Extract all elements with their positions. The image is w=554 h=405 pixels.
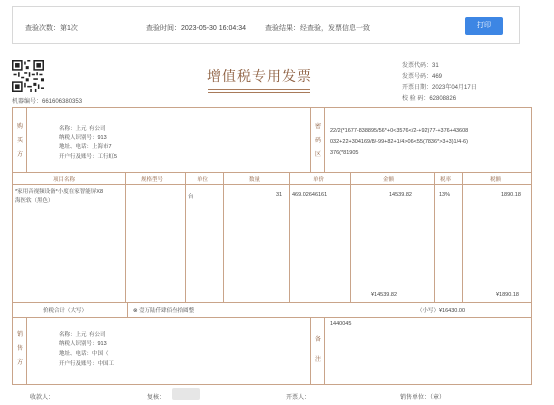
password-line-3: 376(*81905 <box>330 150 359 156</box>
password-line-2: 032+22+304169/8/-99+82+1/4>06<55(7836*>3+3)1/4-6) <box>330 139 468 145</box>
print-button[interactable]: 打印 <box>465 17 503 35</box>
invoice-title: 增值税专用发票 <box>207 69 312 85</box>
payee-label: 收款人： <box>30 395 55 401</box>
seller-bank: 开户行及账号：中国工 <box>59 361 115 367</box>
total-in-words: ⊗ 壹万陆仟肆佰叁拾圆整 <box>133 308 195 314</box>
item-tax-rate: 13% <box>439 192 451 198</box>
buyer-name: 名称：上元 <box>59 126 87 132</box>
remarks-text: 1440045 <box>330 321 352 327</box>
item-name-line2: 海医软（黑色） <box>15 198 54 204</box>
seller-tax-id: 纳税人识别号：913 <box>59 341 107 347</box>
check-count: 查验次数：第1次 <box>25 25 78 32</box>
reviewer-label: 复核： <box>147 395 166 401</box>
title-underline-2 <box>208 92 310 93</box>
reviewer-redaction <box>172 388 200 400</box>
col-quantity: 数量 <box>249 177 261 183</box>
col-tax-rate: 税率 <box>440 177 452 183</box>
password-side-label: 密 码 区 <box>314 124 321 158</box>
buyer-address: 地址、电话：上海市7 <box>59 144 112 150</box>
check-status-bar <box>12 6 520 44</box>
invoice-table <box>12 107 532 385</box>
seller-company: 有公司 <box>89 332 106 338</box>
seller-address: 地址、电话：中国（ <box>59 351 109 357</box>
total-label: 价税合计（大写） <box>43 308 88 314</box>
title-underline <box>208 89 310 90</box>
issue-date: 开票日期：2023年04月17日 <box>402 85 477 91</box>
invoice-number: 发票号码：469 <box>402 74 443 80</box>
seller-name: 名称：上元 <box>59 332 87 338</box>
check-result: 查验结果：经查验，发票信息一致 <box>265 25 370 32</box>
col-tax: 税额 <box>490 177 502 183</box>
col-item-name: 项目名称 <box>53 177 76 183</box>
item-quantity: 31 <box>276 192 283 198</box>
buyer-company: 有公司 <box>89 126 106 132</box>
total-tax: ¥1890.18 <box>496 292 519 298</box>
item-price: 469.02646161 <box>292 192 328 198</box>
buyer-bank: 开户行及账号：工行虹5 <box>59 154 118 160</box>
item-tax: 1890.18 <box>501 192 521 198</box>
total-amount: ¥14539.82 <box>371 292 397 298</box>
total-in-figures: （小写）¥16430.00 <box>417 308 465 314</box>
col-spec: 规格型号 <box>141 177 164 183</box>
item-unit: 台 <box>188 194 194 200</box>
machine-number: 机器编号：661606380353 <box>12 99 83 105</box>
invoice-code: 发票代码：31 <box>402 63 439 69</box>
item-name-line1: *家用音视频设备*小度在家智能屏X8 <box>15 189 104 195</box>
remarks-side-label: 备 注 <box>314 337 321 363</box>
check-time: 查验时间：2023-05-30 16:04:34 <box>146 25 246 32</box>
qr-code-icon <box>12 60 44 92</box>
seller-side-label: 销 售 方 <box>16 332 23 366</box>
buyer-side-label: 购 买 方 <box>16 124 23 158</box>
item-amount: 14539.82 <box>389 192 412 198</box>
drawer-label: 开票人： <box>286 395 311 401</box>
check-code: 校 验 码：62808826 <box>402 96 457 102</box>
col-price: 单价 <box>313 177 325 183</box>
col-amount: 金额 <box>383 177 395 183</box>
password-line-1: 22/2(*1677-838895/56*+0<3576</2-+92)77-+376+43608 <box>330 128 469 134</box>
seller-seal-label: 销售单位：（章） <box>400 395 446 401</box>
buyer-tax-id: 纳税人识别号：913 <box>59 135 107 141</box>
col-unit: 单位 <box>197 177 209 183</box>
